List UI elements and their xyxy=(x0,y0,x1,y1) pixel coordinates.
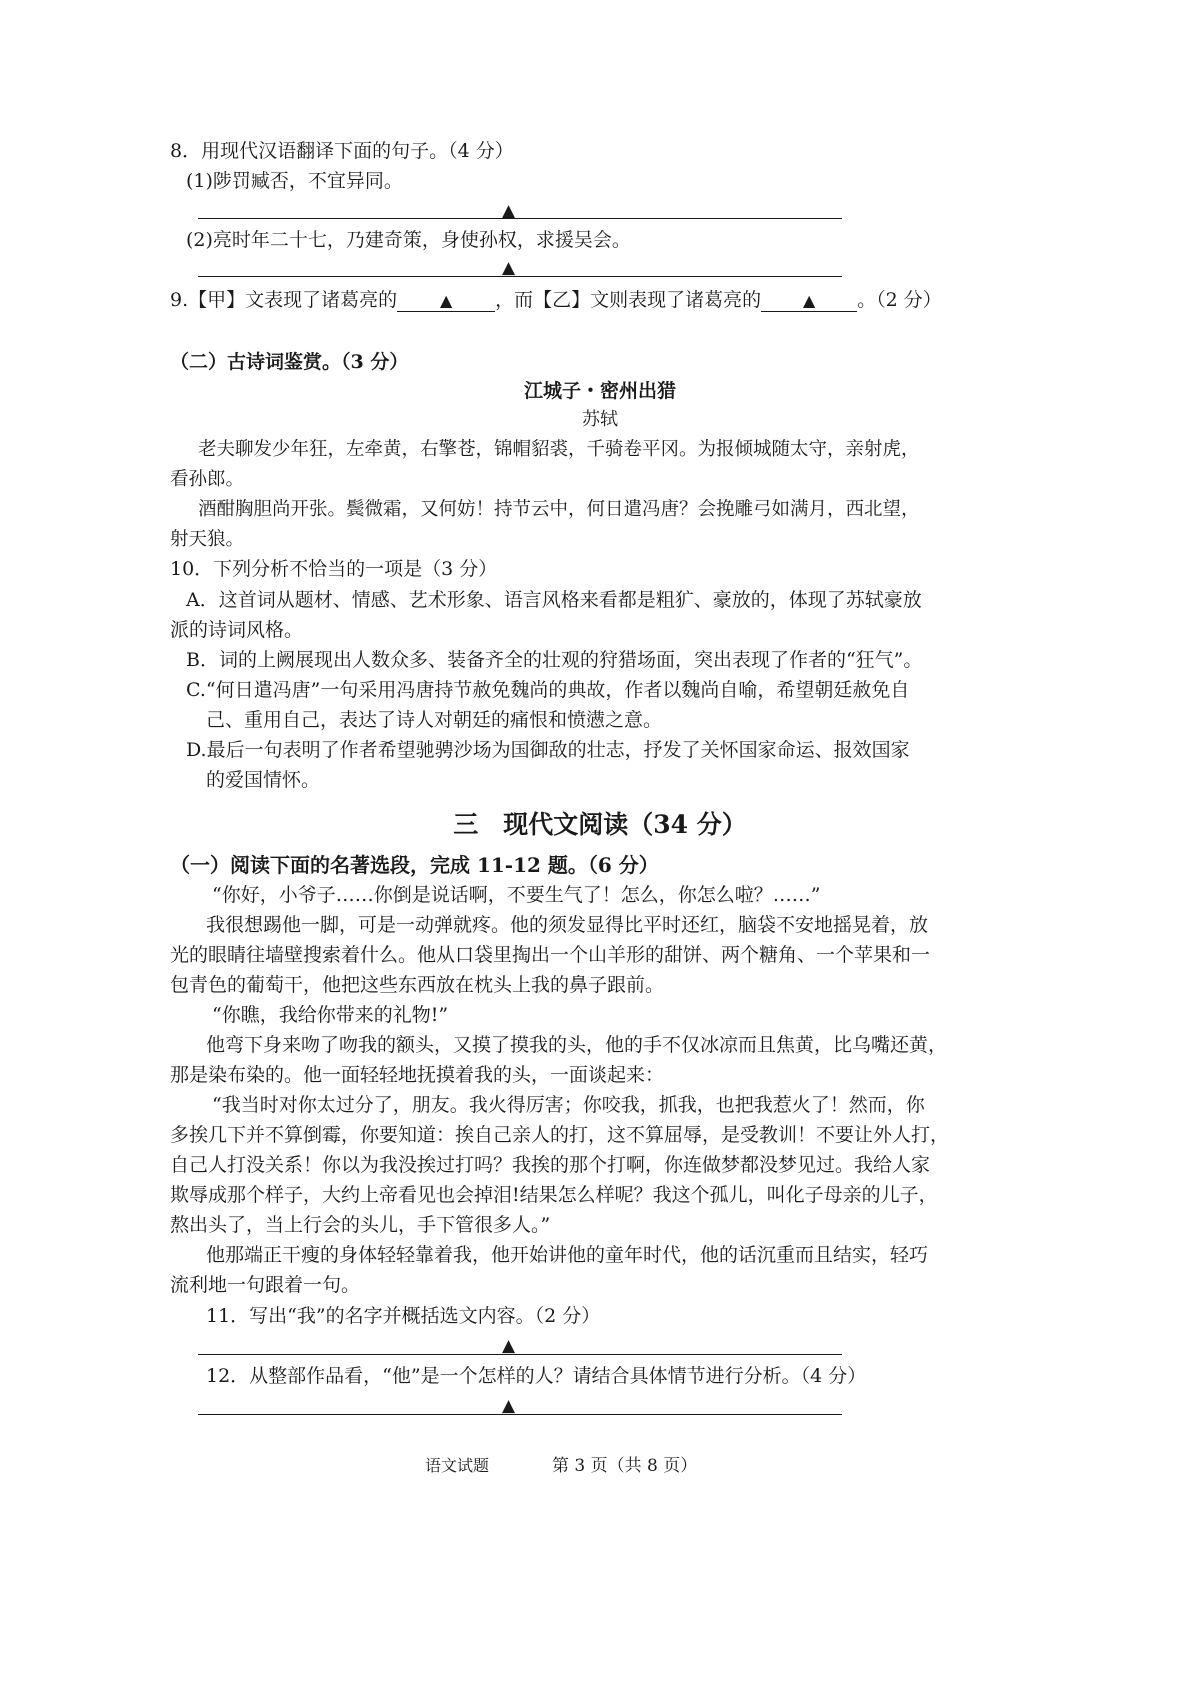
passage-line: “你瞧，我给你带来的礼物!” xyxy=(212,1004,449,1026)
answer-line-q8-1[interactable] xyxy=(198,218,842,219)
q8-stem: 8．用现代汉语翻译下面的句子。（4 分） xyxy=(170,140,514,162)
passage-line: 包青色的葡萄干，他把这些东西放在枕头上我的鼻子跟前。 xyxy=(170,974,665,996)
passage-line: 多挨几下并不算倒霉，你要知道：挨自己亲人的打，这不算屈辱，是受教训！不要让外人打， xyxy=(170,1124,950,1146)
answer-blank-q9-2[interactable] xyxy=(761,291,857,312)
option-a: A．这首词从题材、情感、艺术形象、语言风格来看都是粗犷、豪放的，体现了苏轼豪放 xyxy=(186,589,922,611)
section-2-heading: （二）古诗词鉴赏。（3 分） xyxy=(170,351,409,373)
footer-subject: 语文试题 xyxy=(425,1456,490,1475)
poem-line: 射天狼。 xyxy=(170,529,245,550)
option-a-cont: 派的诗词风格。 xyxy=(170,619,304,641)
poem-line: 看孙郎。 xyxy=(170,469,245,490)
poem-title: 江城子・密州出猎 xyxy=(523,380,676,402)
option-c: C.“何日遣冯唐”一句采用冯唐持节赦免魏尚的典故，作者以魏尚自喻，希望朝廷赦免自 xyxy=(186,679,910,701)
poem-line: 酒酣胸胆尚开张。鬓微霜，又何妨！持节云中，何日遣冯唐？会挽雕弓如满月，西北望， xyxy=(198,499,920,520)
passage-line: 他那端正干瘦的身体轻轻靠着我，他开始讲他的童年时代，他的话沉重而且结实，轻巧 xyxy=(206,1244,929,1266)
passage-line: 我很想踢他一脚，可是一动弹就疼。他的须发显得比平时还红，脑袋不安地摇晃着，放 xyxy=(206,914,929,936)
option-c-cont: 己、重用自己，表达了诗人对朝廷的痛恨和愤懑之意。 xyxy=(206,709,663,731)
answer-triangle-icon: ▲ xyxy=(502,1336,516,1356)
answer-triangle-icon: ▲ xyxy=(502,258,516,278)
passage-line: 自己人打没关系！你以为我没挨过打吗？我挨的那个打啊，你连做梦都没梦见过。我给人家 xyxy=(170,1154,931,1176)
q8-sentence-2: (2)亮时年二十七，乃建奇策，身使孙权，求援吴会。 xyxy=(186,229,631,251)
q12: 12．从整部作品看，“他”是一个怎样的人？请结合具体情节进行分析。（4 分） xyxy=(206,1365,867,1387)
section-3-title: 三 现代文阅读（34 分） xyxy=(453,810,747,839)
answer-triangle-icon: ▲ xyxy=(502,201,516,221)
option-d: D.最后一句表明了作者希望驰骋沙场为国御敌的壮志，抒发了关怀国家命运、报效国家 xyxy=(186,739,910,761)
answer-triangle-icon: ▲ xyxy=(803,291,816,310)
q8-sentence-1: (1)陟罚臧否，不宜异同。 xyxy=(186,170,403,192)
q9 xyxy=(170,287,942,313)
q10-stem: 10．下列分析不恰当的一项是（3 分） xyxy=(170,558,498,580)
option-d-cont: 的爱国情怀。 xyxy=(206,769,321,791)
answer-line-q11[interactable] xyxy=(198,1354,842,1355)
answer-line-q12[interactable] xyxy=(198,1414,842,1415)
passage-line: 熬出头了，当上行会的头儿，手下管很多人。” xyxy=(170,1214,551,1236)
passage-line: 他弯下身来吻了吻我的额头，又摸了摸我的头，他的手不仅冰凉而且焦黄，比乌嘴还黄， xyxy=(206,1034,948,1056)
passage-line: “你好，小爷子……你倒是说话啊，不要生气了！怎么，你怎么啦？……” xyxy=(212,884,821,906)
q9-part-2: ，而【乙】文则表现了诸葛亮的 xyxy=(495,289,762,311)
answer-line-q8-2[interactable] xyxy=(198,276,842,277)
footer-page-number: 第 3 页（共 8 页） xyxy=(552,1456,698,1476)
passage-line: 欺辱成那个样子，大约上帝看见也会掉泪!结果怎么样呢？我这个孤儿，叫化子母亲的儿子， xyxy=(170,1184,938,1206)
q9-part-3: 。（2 分） xyxy=(857,289,942,311)
answer-triangle-icon: ▲ xyxy=(502,1396,516,1416)
poem-author: 苏轼 xyxy=(582,409,618,430)
option-b: B．词的上阙展现出人数众多、装备齐全的壮观的狩猎场面，突出表现了作者的“狂气”。 xyxy=(186,649,923,671)
passage-line: “我当时对你太过分了，朋友。我火得厉害；你咬我，抓我，也把我惹火了！然而，你 xyxy=(212,1094,925,1116)
passage-line: 流利地一句跟着一句。 xyxy=(170,1274,361,1296)
answer-blank-q9-1[interactable] xyxy=(397,291,495,312)
passage-line: 那是染布染的。他一面轻轻地抚摸着我的头，一面谈起来： xyxy=(170,1064,665,1086)
q11: 11．写出“我”的名字并概括选文内容。（2 分） xyxy=(206,1305,601,1327)
poem-line: 老夫聊发少年狂，左牵黄，右擎苍，锦帽貂裘，千骑卷平冈。为报倾城随太守，亲射虎， xyxy=(198,439,920,460)
answer-triangle-icon: ▲ xyxy=(439,291,453,310)
q9-part-1: 9.【甲】文表现了诸葛亮的 xyxy=(170,289,398,311)
passage-line: 光的眼睛往墙壁搜索着什么。他从口袋里掏出一个山羊形的甜饼、两个糖角、一个苹果和一 xyxy=(170,944,931,966)
section-3-subheading: （一）阅读下面的名著选段，完成 11-12 题。（6 分） xyxy=(170,853,659,877)
